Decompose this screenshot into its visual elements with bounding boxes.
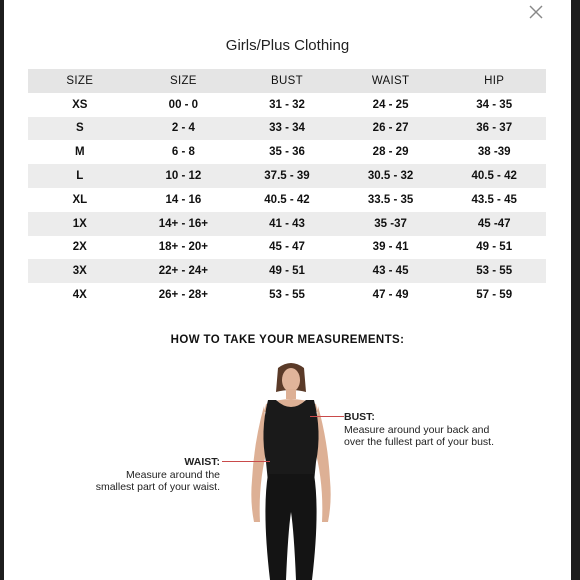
header-hip: HIP [442,69,546,93]
table-row [28,117,546,141]
waist-instructions [82,456,220,494]
waist-label: WAIST: [184,456,220,468]
header-waist: WAIST [339,69,443,93]
table-row [28,236,546,260]
cell-bust: 35 - 36 [269,146,305,159]
cell-bust: 49 - 51 [235,259,339,283]
header-size-1: SIZE [28,69,132,93]
model-figure-image [236,362,346,580]
cell-hip: 36 - 37 [442,117,546,141]
cell-size-number: 18+ - 20+ [158,241,208,254]
close-icon-glyph [528,4,544,20]
table-row [28,164,546,188]
bust-text-line-1: Measure around your back and [344,423,490,436]
bust-text-line-2: over the fullest part of your bust. [344,436,494,448]
cell-waist: 39 - 41 [372,241,409,254]
bust-leader-line [310,416,344,417]
cell-size-number: 22+ - 24+ [132,259,236,283]
cell-bust: 53 - 55 [269,289,305,302]
cell-waist: 47 - 49 [372,289,409,302]
table-header-row [28,69,546,93]
table-row [28,259,546,283]
cell-size-letter: 2X [72,241,87,254]
cell-hip: 57 - 59 [476,289,513,302]
bust-label: BUST: [344,411,375,423]
table-row [28,283,546,307]
cell-size-number: 26+ - 28+ [158,289,208,302]
cell-hip: 34 - 35 [476,98,513,111]
cell-size-number: 14 - 16 [165,193,202,206]
cell-bust: 41 - 43 [235,212,339,236]
cell-size-letter: S [28,117,132,141]
header-bust: BUST [235,69,339,93]
cell-waist: 28 - 29 [372,146,409,159]
cell-bust: 33 - 34 [235,117,339,141]
header-size-2: SIZE [132,69,236,93]
cell-size-letter: L [28,164,132,188]
waist-text-line-2: smallest part of your waist. [95,481,220,493]
table-row [28,212,546,236]
close-icon[interactable] [525,1,547,23]
cell-waist: 30.5 - 32 [339,164,443,188]
size-table [28,69,546,307]
bust-instructions [344,411,494,449]
cell-hip: 43.5 - 45 [471,193,517,206]
table-row [28,140,546,164]
cell-waist: 43 - 45 [339,259,443,283]
cell-bust: 31 - 32 [269,98,305,111]
measurements-heading: HOW TO TAKE YOUR MEASUREMENTS: [170,334,405,346]
cell-size-letter: 3X [28,259,132,283]
cell-hip: 38 -39 [477,146,511,159]
cell-hip: 53 - 55 [442,259,546,283]
cell-hip: 40.5 - 42 [442,164,546,188]
cell-size-letter: 4X [72,289,87,302]
waist-text-line-1: Measure around the [126,468,220,481]
cell-size-letter: 1X [28,212,132,236]
table-row [28,93,546,117]
cell-bust: 45 - 47 [269,241,305,254]
cell-size-number: 6 - 8 [171,146,195,159]
cell-size-letter: XL [72,193,88,206]
cell-waist: 26 - 27 [339,117,443,141]
cell-bust: 37.5 - 39 [235,164,339,188]
cell-waist: 33.5 - 35 [367,193,414,206]
cell-size-number: 10 - 12 [132,164,236,188]
cell-bust: 40.5 - 42 [264,193,310,206]
modal-title: Girls/Plus Clothing [225,37,350,54]
cell-hip: 45 -47 [442,212,546,236]
cell-size-number: 2 - 4 [132,117,236,141]
cell-hip: 49 - 51 [476,241,513,254]
cell-waist: 35 -37 [339,212,443,236]
table-row [28,188,546,212]
size-chart-modal [4,0,571,580]
waist-leader-line [222,461,270,462]
cell-size-number: 14+ - 16+ [132,212,236,236]
cell-size-letter: XS [72,98,88,111]
cell-waist: 24 - 25 [372,98,409,111]
cell-size-letter: M [75,146,85,159]
cell-size-number: 00 - 0 [168,98,199,111]
